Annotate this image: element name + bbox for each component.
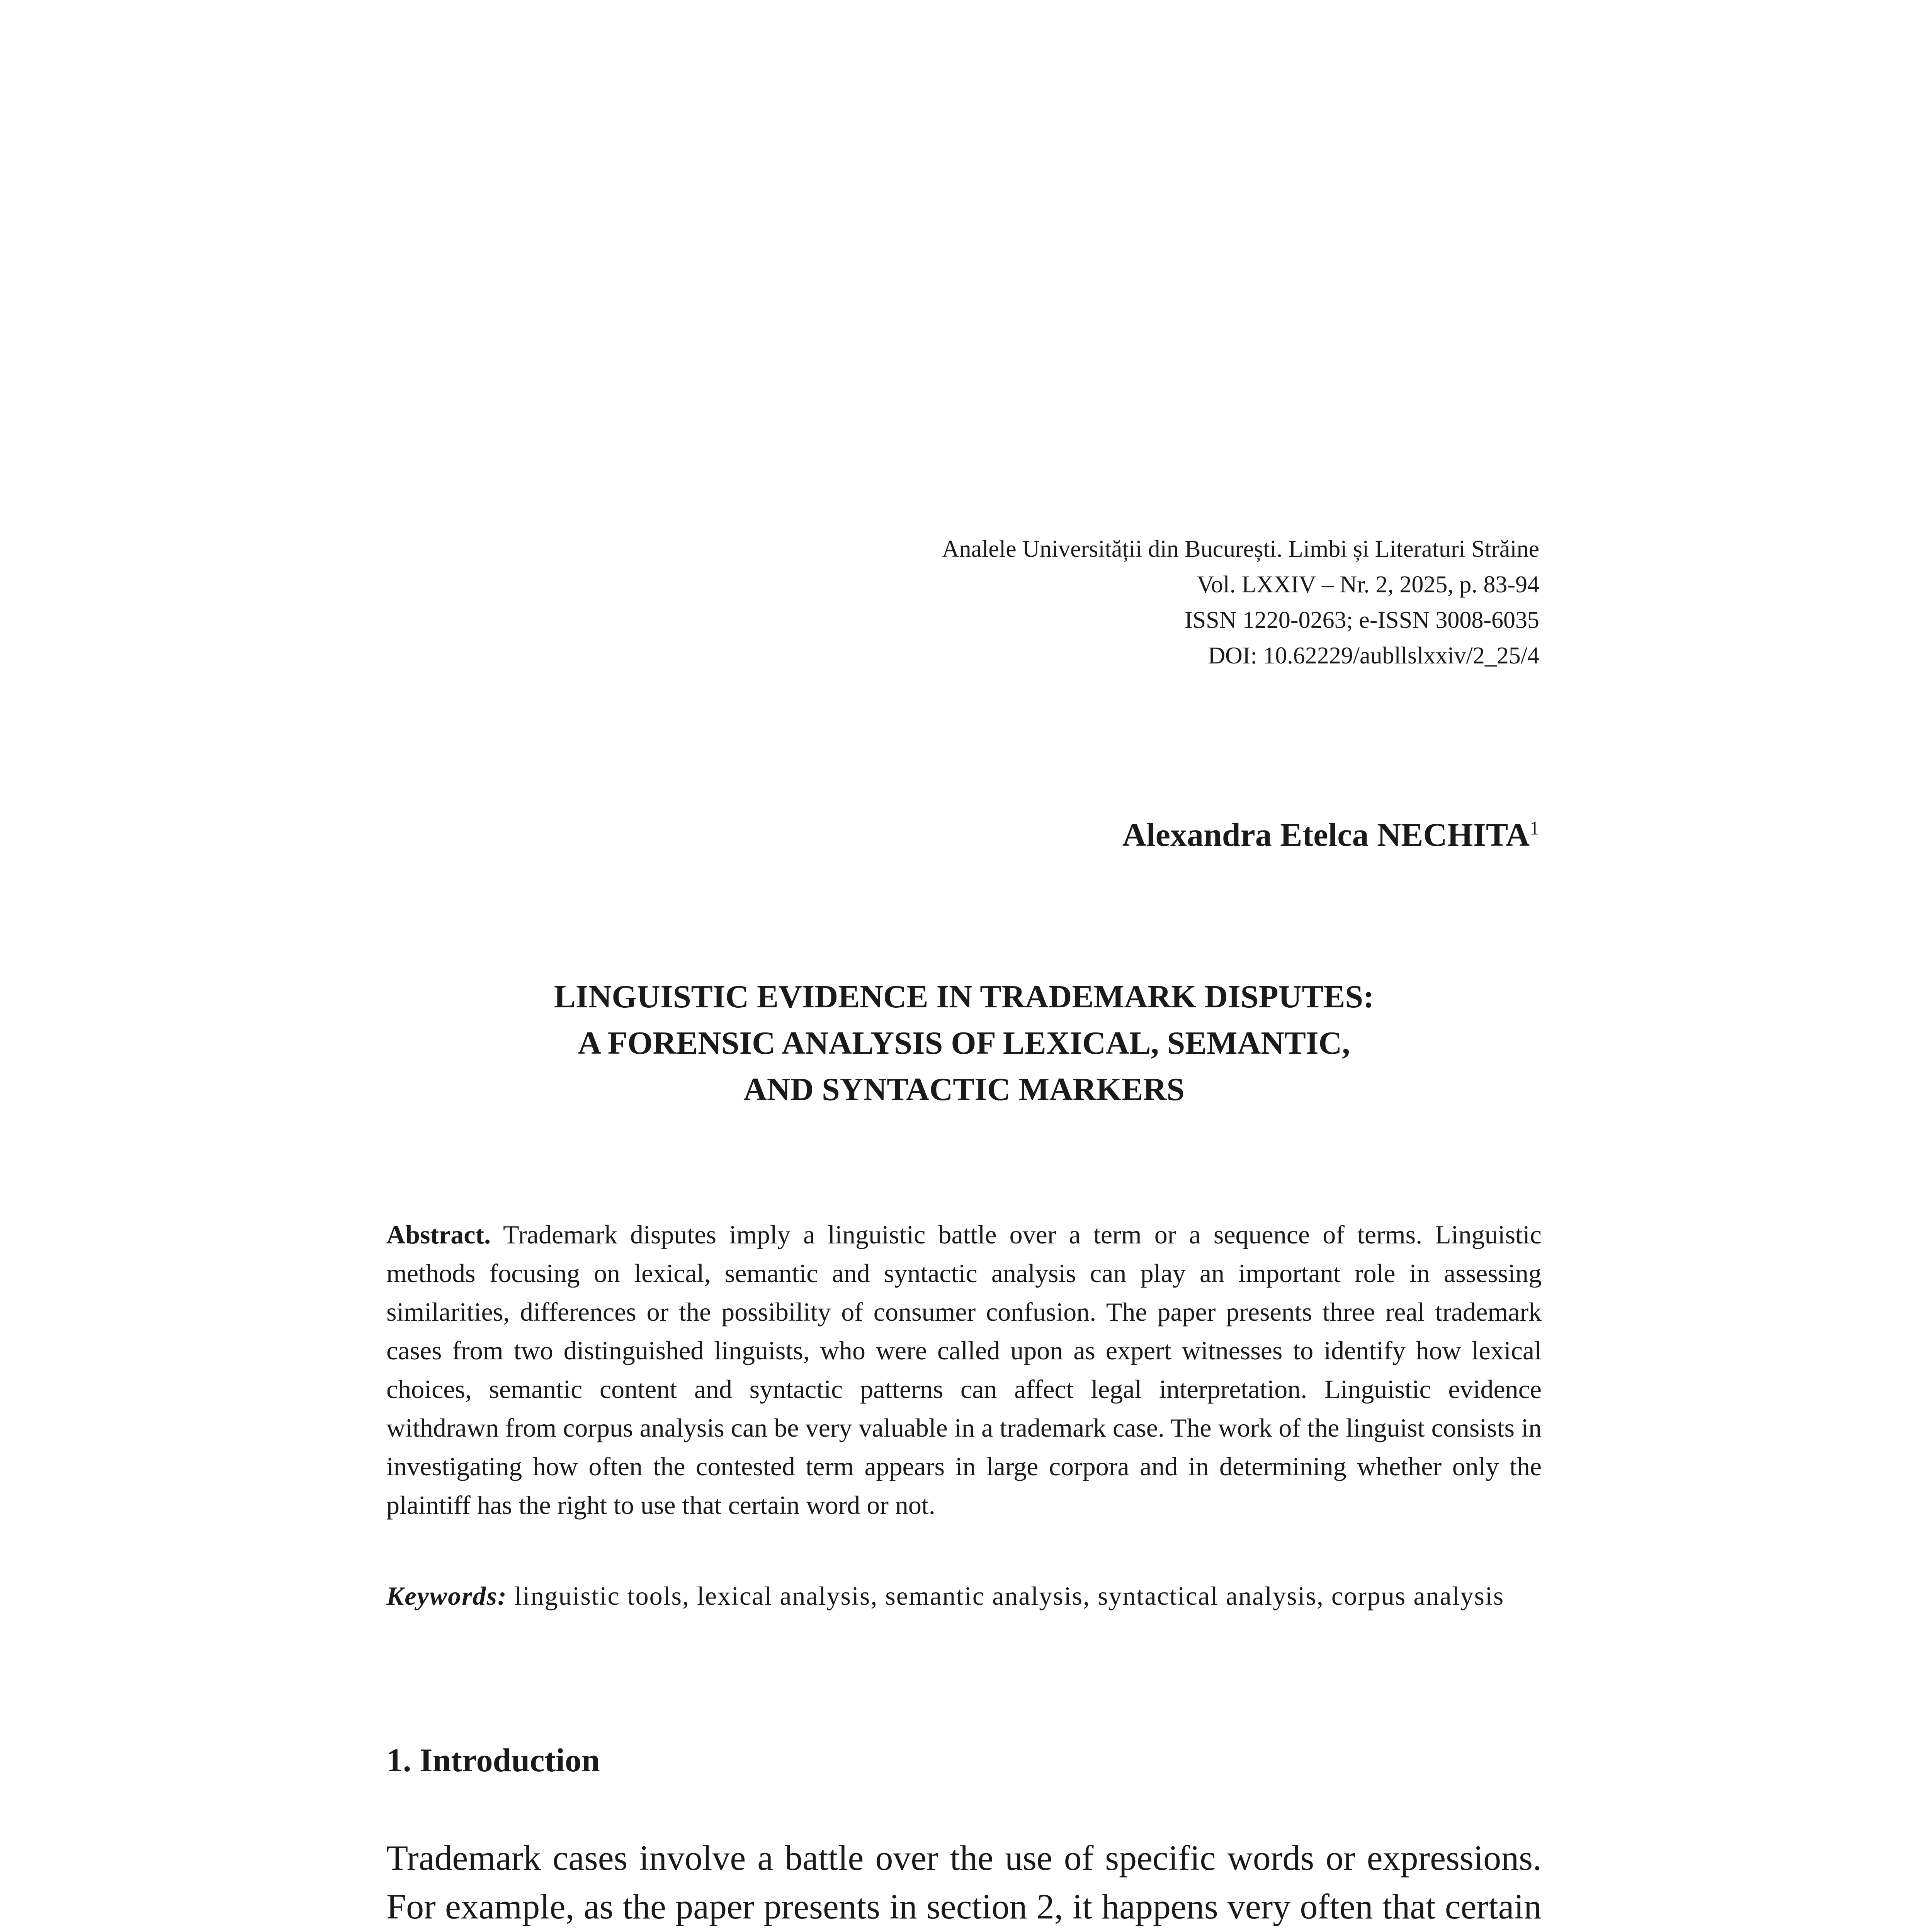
journal-name: Analele Universității din București. Limbi și Literaturi Străine — [942, 536, 1539, 562]
keywords-label: Keywords: — [386, 1581, 507, 1611]
keywords-text: linguistic tools, lexical analysis, semantic analysis, syntactical analysis, corpus analysis — [514, 1581, 1505, 1611]
abstract-label: Abstract. — [386, 1220, 491, 1249]
journal-issn: ISSN 1220-0263; e-ISSN 3008-6035 — [1185, 607, 1539, 633]
abstract — [386, 1215, 1542, 1524]
author-footnote-mark[interactable]: 1 — [1530, 817, 1539, 839]
author-name: Alexandra Etelca NECHITA — [1122, 816, 1530, 853]
title-line: A FORENSIC ANALYSIS OF LEXICAL, SEMANTIC, — [578, 1025, 1350, 1061]
journal-volume: Vol. LXXIV – Nr. 2, 2025, p. 83-94 — [1197, 571, 1539, 598]
abstract-text: Trademark disputes imply a linguistic battle over a term or a sequence of terms. Linguistic methods focusing on lexical, semantic and syntactic analysis can play an important role in assessing similarities, differences or the possibility of consumer confusion. The paper presents three real trademark cases from two distinguished linguists, who were called upon as expert witnesses to identify how lexical choices, semantic content and syntactic patterns can affect legal interpretation. Linguistic evidence withdrawn from corpus analysis can be very valuable in a trademark case. The work of the linguist consists in investigating how often the contested term appears in large corpora and in determining whether only the plaintiff has the right to use that certain word or not. — [386, 1220, 1542, 1520]
title-line: LINGUISTIC EVIDENCE IN TRADEMARK DISPUTES: — [554, 979, 1374, 1015]
article-title — [386, 974, 1542, 1113]
title-line: AND SYNTACTIC MARKERS — [743, 1071, 1185, 1107]
journal-doi: DOI: 10.62229/aubllslxxiv/2_25/4 — [1208, 643, 1539, 669]
section-heading: 1. Introduction — [386, 1742, 600, 1779]
keywords — [386, 1577, 1542, 1615]
section-body: Trademark cases involve a battle over the use of specific words or expressions. For example, as the paper presents in section 2, it happens very often that certain — [386, 1838, 1542, 1926]
author — [535, 815, 1539, 854]
journal-info — [535, 531, 1539, 673]
